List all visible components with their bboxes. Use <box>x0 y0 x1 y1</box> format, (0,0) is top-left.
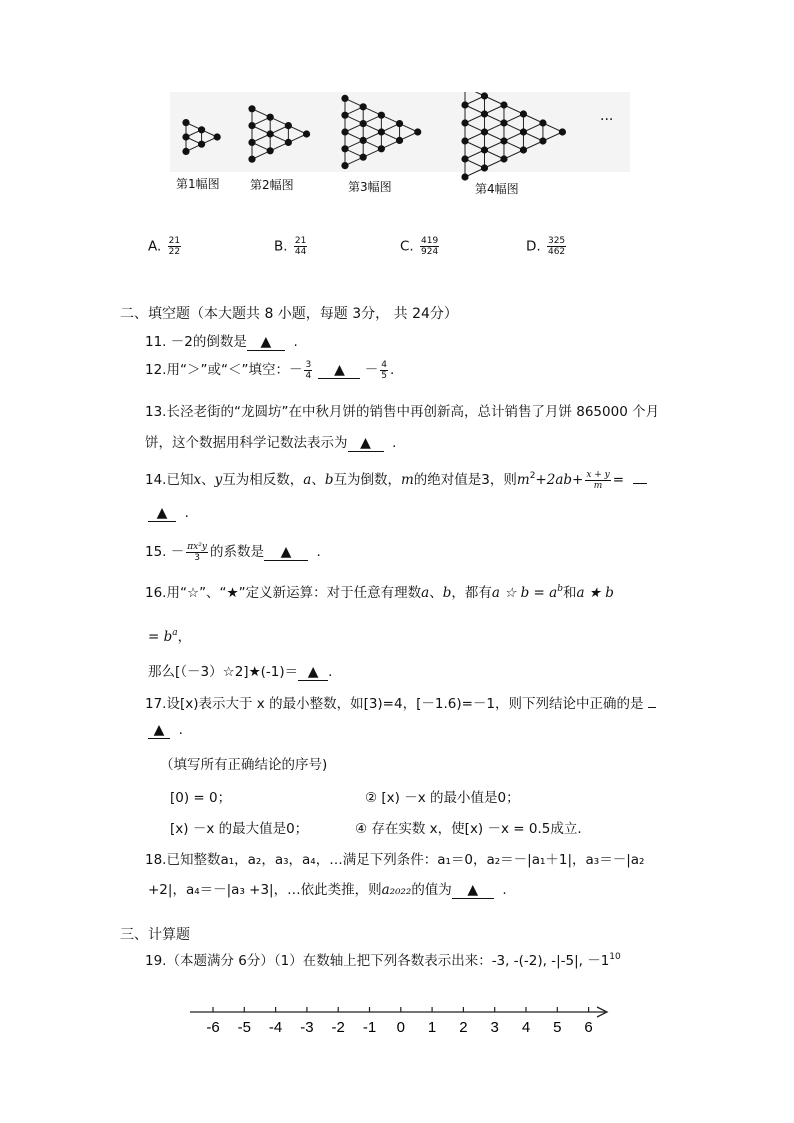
option-c-letter: C. <box>400 238 414 255</box>
q14-a: a <box>303 472 312 488</box>
q16-a: a <box>421 585 430 601</box>
pattern-dot <box>341 112 348 119</box>
number-line-svg <box>185 1004 625 1040</box>
question-13-line2 <box>145 431 396 452</box>
pattern-dot <box>461 101 468 108</box>
q16-t1: ，都有 <box>451 585 492 601</box>
pattern-dot <box>378 128 385 135</box>
number-line-tick-label: 0 <box>396 1019 405 1036</box>
q17-conclusion-4: ④ 存在实数 x，使[x) －x = 0.5成立. <box>355 821 582 837</box>
option-b <box>274 236 309 257</box>
q14-frac-den: m <box>593 480 603 491</box>
q14-x: x <box>193 472 202 488</box>
pattern-dot <box>539 137 546 144</box>
pattern-dot <box>267 147 274 154</box>
option-a-letter: A. <box>148 238 162 255</box>
pattern-dot <box>481 128 488 135</box>
q14-b: b <box>324 472 334 488</box>
q17-blank: ▲ <box>148 722 170 739</box>
option-d-num: 325 <box>547 236 566 246</box>
q12-frac1-den: 4 <box>305 370 312 381</box>
pattern-dot <box>481 92 488 99</box>
q13-line2: 饼，这个数据用科学记数法表示为 <box>145 435 348 451</box>
q14-t2: 互为倒数， <box>333 472 401 488</box>
number-line-tick-label: -1 <box>362 1019 377 1036</box>
question-18-line1: 18.已知整数a₁，a₂，a₃，a₄，…满足下列条件：a₁＝0，a₂＝－|a₁＋1|，a₃＝－|a₂ <box>145 852 645 868</box>
q18-end: . <box>502 882 507 898</box>
q11-end: . <box>293 334 298 350</box>
pattern-dot <box>341 128 348 135</box>
option-a-num: 21 <box>168 236 181 246</box>
option-a <box>148 236 183 257</box>
pattern-dot <box>360 120 367 127</box>
pattern-dot <box>520 110 527 117</box>
pattern-dot <box>520 128 527 135</box>
q14-t1: 互为相反数， <box>222 472 304 488</box>
option-c <box>400 236 441 257</box>
pattern-dot <box>378 145 385 152</box>
q16-sup1: b <box>557 584 563 594</box>
pattern-dot <box>182 148 189 155</box>
question-16-line1 <box>145 581 614 601</box>
pattern-dot <box>198 141 205 148</box>
pattern-dot <box>461 155 468 162</box>
q19-tail: , －1 <box>578 953 610 969</box>
q16-comma: ， <box>177 629 192 645</box>
pattern-dot <box>520 146 527 153</box>
q14-sep2: 、 <box>311 472 325 488</box>
question-18-line2 <box>148 878 507 899</box>
question-14 <box>145 468 647 491</box>
q16-blank: ▲ <box>298 664 328 681</box>
q13-blank: ▲ <box>348 435 384 452</box>
q12-frac2-num: 4 <box>381 359 388 370</box>
pattern-dot <box>285 139 292 146</box>
option-c-den: 924 <box>421 247 439 257</box>
question-19 <box>145 949 621 969</box>
q15-frac-num: πx²y <box>187 541 207 552</box>
q12-frac2 <box>380 360 388 381</box>
q14-blank: ▲ <box>148 505 176 522</box>
pattern-dot <box>341 95 348 102</box>
q17-conclusion-2: ② [x) －x 的最小值是0； <box>365 790 520 806</box>
pattern-dot <box>248 105 255 112</box>
pattern-dot <box>481 164 488 171</box>
number-line-tick-label: 5 <box>553 1019 562 1036</box>
q15-post: 的系数是 <box>209 544 264 560</box>
pattern-dot <box>500 137 507 144</box>
figure-label-1: 第1幅图 <box>176 177 220 191</box>
number-line-tick-label: 1 <box>427 1019 437 1036</box>
q16-line1: 16.用“☆”、“★”定义新运算：对于任意有理数 <box>145 585 422 601</box>
question-12 <box>145 358 394 381</box>
q12-frac1-num: 3 <box>305 359 312 370</box>
pattern-dot <box>378 112 385 119</box>
q15-frac <box>186 542 208 563</box>
number-line-tick-label: -4 <box>268 1019 283 1036</box>
pattern-dot <box>481 146 488 153</box>
pattern-dot <box>461 137 468 144</box>
pattern-dot <box>500 101 507 108</box>
q14-frac-num: x + y <box>586 469 610 480</box>
q15-frac-den: 3 <box>194 552 200 563</box>
pattern-figure <box>170 92 630 202</box>
question-13-line1: 13.长泾老街的“龙圆坊”在中秋月饼的销售中再创新高，总计销售了月饼 865000 个月 <box>145 404 660 420</box>
q17-conclusion-3: [x) －x 的最大值是0； <box>170 821 309 837</box>
q14-eq: = <box>612 472 629 488</box>
pattern-dot <box>461 173 468 180</box>
q14-blank-start <box>633 483 647 484</box>
q15-pre: 15. － <box>145 544 185 560</box>
q14-sq: 2 <box>529 471 536 481</box>
q11-blank: ▲ <box>247 334 285 351</box>
number-line-tick-label: -6 <box>206 1019 220 1036</box>
q12-frac1 <box>304 360 312 381</box>
question-17-line1 <box>145 692 656 712</box>
q12-frac2-den: 5 <box>381 370 388 381</box>
q14-t3: 的绝对值是3，则 <box>413 472 517 488</box>
q16-sup2: a <box>172 628 178 638</box>
option-d-fraction <box>547 236 566 257</box>
question-11 <box>145 330 298 351</box>
pattern-dot <box>360 154 367 161</box>
section3-title: 三、计算题 <box>120 927 190 943</box>
option-c-num: 419 <box>421 236 439 246</box>
question-16-line2 <box>148 625 191 645</box>
pattern-dot <box>198 126 205 133</box>
q16-end: . <box>328 664 333 680</box>
pattern-dot <box>360 137 367 144</box>
q14-frac <box>585 470 610 491</box>
number-line-tick-label: 6 <box>584 1019 593 1036</box>
number-line-tick-label: -3 <box>300 1019 314 1036</box>
pattern-dot <box>248 139 255 146</box>
figure-label-3: 第3幅图 <box>348 180 392 194</box>
pattern-dot <box>396 120 403 127</box>
pattern-dot <box>539 119 546 126</box>
pattern-dot <box>360 103 367 110</box>
q14-plus: +2ab+ <box>535 472 584 488</box>
option-c-fraction <box>420 236 439 257</box>
option-a-den: 22 <box>168 247 181 257</box>
pattern-dot <box>341 162 348 169</box>
pattern-dot <box>500 119 507 126</box>
q17-conclusion-1: [0) = 0； <box>170 790 232 806</box>
option-b-fraction <box>294 236 307 257</box>
q11-text: 11. －2的倒数是 <box>145 334 247 350</box>
section2-title: 二、填空题（本大题共 8 小题，每题 3分， 共 24分） <box>120 306 458 322</box>
number-line-tick-label: 3 <box>490 1019 499 1036</box>
q19-sup: 10 <box>609 952 621 962</box>
number-line-tick-label: 2 <box>459 1019 468 1036</box>
q16-and: 和 <box>562 585 577 601</box>
pattern-dot <box>182 133 189 140</box>
q14-sep: 、 <box>201 472 215 488</box>
q18-line2a: +2|，a₄＝－|a₃ +3|，…依此类推，则 <box>148 882 382 898</box>
q17-line1: 17.设[x)表示大于 x 的最小整数，如[3)=4，[－1.6)=－1，则下列结论中正确的是 <box>145 696 644 712</box>
q17-note: （填写所有正确结论的序号) <box>160 757 328 773</box>
figure-ellipsis: ··· <box>600 112 614 128</box>
pattern-dot <box>285 122 292 129</box>
pattern-dot <box>303 130 310 137</box>
q12-end: . <box>390 362 395 378</box>
q16-op2: a ★ b <box>576 585 614 601</box>
q18-line2b: 的值为 <box>411 882 452 898</box>
option-a-fraction <box>168 236 181 257</box>
pattern-dot <box>500 155 507 162</box>
pattern-dot <box>481 110 488 117</box>
option-b-letter: B. <box>274 238 288 255</box>
q14-pre: 14.已知 <box>145 472 194 488</box>
pattern-dot <box>559 128 566 135</box>
question-15 <box>145 540 321 563</box>
q14-end: . <box>184 505 189 521</box>
pattern-dot <box>341 145 348 152</box>
number-line-tick-label: 4 <box>521 1019 531 1036</box>
q14-y: y <box>214 472 223 488</box>
option-d-den: 462 <box>547 247 566 257</box>
q15-end: . <box>316 544 321 560</box>
q17-end: . <box>178 722 183 738</box>
q19-abs: |-5| <box>556 953 579 969</box>
figure-label-4: 第4幅图 <box>475 182 519 196</box>
question-16-line3 <box>148 660 332 681</box>
pattern-dot <box>248 156 255 163</box>
q16-b: b <box>442 585 452 601</box>
q16-line2: = b <box>148 629 173 645</box>
pattern-dot <box>214 133 221 140</box>
q18-blank: ▲ <box>452 882 494 899</box>
q12-blank: ▲ <box>318 362 360 379</box>
option-d-letter: D. <box>526 238 541 255</box>
q16-line3: 那么[（－3）☆2]★(-1)＝ <box>148 664 299 680</box>
q19-text: 19.（本题满分 6分）（1）在数轴上把下列各数表示出来：-3, -(-2), - <box>145 953 557 969</box>
figure-label-2: 第2幅图 <box>250 178 294 192</box>
pattern-dot <box>267 130 274 137</box>
triangle-pattern-svg <box>170 92 630 202</box>
number-line <box>185 1004 625 1040</box>
q12-pre: 12.用“＞”或“＜”填空：－ <box>145 362 303 378</box>
question-14-line2 <box>148 505 189 522</box>
q14-expr: m <box>516 472 530 488</box>
q12-mid: － <box>364 362 379 378</box>
q17-blank-start <box>648 707 656 708</box>
pattern-dot <box>461 119 468 126</box>
option-b-num: 21 <box>294 236 307 246</box>
q14-m: m <box>400 472 414 488</box>
q13-end: . <box>392 435 397 451</box>
q16-sep: 、 <box>429 585 443 601</box>
q15-blank: ▲ <box>264 544 308 561</box>
pattern-dot <box>182 119 189 126</box>
pattern-dot <box>248 122 255 129</box>
number-line-tick-label: -2 <box>331 1019 345 1036</box>
pattern-dot <box>267 114 274 121</box>
q18-a2022: a₂₀₂₂ <box>381 882 412 898</box>
pattern-dot <box>396 137 403 144</box>
number-line-tick-label: -5 <box>237 1019 251 1036</box>
pattern-dot <box>414 128 421 135</box>
option-b-den: 44 <box>294 247 307 257</box>
q16-op1: a ☆ b = a <box>491 585 558 601</box>
question-17-line2 <box>148 722 183 739</box>
option-d <box>526 236 568 257</box>
